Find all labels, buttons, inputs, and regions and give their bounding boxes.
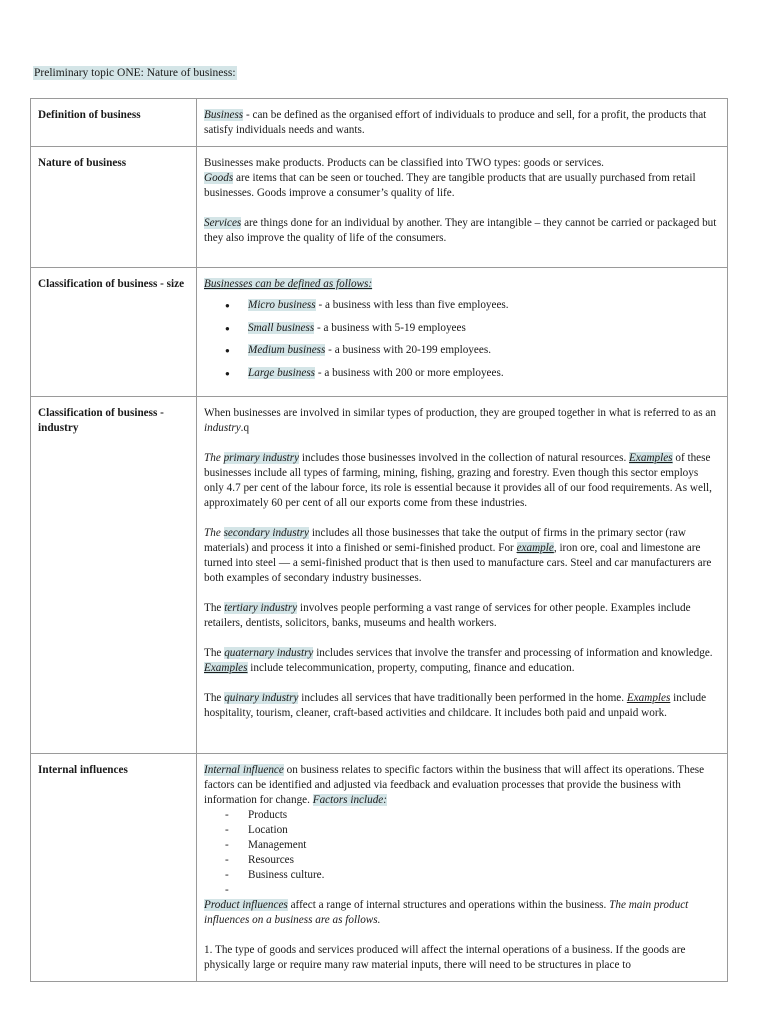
- term-goods: Goods: [204, 172, 234, 184]
- list-item: ● Medium business - a business with 20-199 employees.: [204, 343, 720, 366]
- list-item: - Resources: [204, 853, 720, 868]
- row-content-internal: Internal influence on business relates to specific factors within the business that will affect its operations. These factors can be identified and adjusted via feedback and evaluation processes that provide the business with information for change. Factors include: - Products - Location - Management - Resources - Business culture. - Product influences affect a range of internal structures and operations within the business. The main product influences on a business are as follows. 1. The type of goods and services produced will affect the internal operations of a business. If the goods are physically large or require many raw material inputs, there will need to be structures in place to: [197, 754, 728, 982]
- list-item: - Management: [204, 838, 720, 853]
- term-services: Services: [204, 217, 242, 229]
- row-content-size: [197, 268, 728, 397]
- table-row: [31, 99, 728, 147]
- list-item: ● Small business - a business with 5-19 employees: [204, 321, 720, 344]
- tertiary-paragraph: The tertiary industry involves people performing a vast range of services for other people. Examples include retailers, dentists, solicitors, banks, museums and health workers.: [204, 602, 691, 629]
- list-item: - Products: [204, 808, 720, 823]
- size-list: [204, 298, 720, 388]
- list-item: - Business culture.: [204, 868, 720, 883]
- secondary-paragraph: The secondary industry includes all those businesses that take the output of firms in the primary sector (raw materials) and process it into a finished or semi-finished product. For example, iron ore, coal and limestone are turned into steel — a semi-finished product that is then used to manufacture cars. Steel and car manufacturers are both examples of secondary industry businesses.: [204, 527, 712, 584]
- notes-table: [30, 98, 728, 982]
- quinary-paragraph: The quinary industry includes all services that have traditionally been performed in the home. Examples include hospitality, tourism, cleaner, craft-based activities and childcare. It includes both paid and unpaid work.: [204, 692, 707, 719]
- list-item: ● Large business - a business with 200 or more employees.: [204, 366, 720, 389]
- primary-paragraph: The primary industry includes those businesses involved in the collection of natural resources. Examples of these businesses include all types of farming, mining, fishing, grazing and forestry. Even though this sector employs only 4.7 per cent of the labour force, its role is essential because it provides all of our food requirements. As well, approximately 60 per cent of all our exports come from these industries.: [204, 452, 712, 509]
- document-title: Preliminary topic ONE: Nature of business:: [34, 67, 236, 79]
- nature-intro: Businesses make products. Products can be classified into TWO types: goods or services.: [204, 157, 604, 169]
- point-one: 1. The type of goods and services produced will affect the internal operations of a business. If the goods are physically large or require many raw material inputs, there will need to be structures in place to: [204, 944, 686, 971]
- list-item: ● Micro business - a business with less than five employees.: [204, 298, 720, 321]
- table-row: [31, 268, 728, 397]
- row-label-size: Classification of business - size: [31, 268, 197, 397]
- factors-list: [204, 808, 720, 898]
- table-row: [31, 397, 728, 754]
- term-internal-influence: Internal influence: [204, 764, 284, 776]
- list-item: [204, 883, 720, 898]
- quaternary-paragraph: The quaternary industry includes services that involve the transfer and processing of information and knowledge. Examples include telecommunication, property, computing, finance and education.: [204, 647, 713, 674]
- term-product-influences: Product influences: [204, 899, 288, 911]
- row-content-industry: When businesses are involved in similar types of production, they are grouped together in what is referred to as an industry.q The primary industry includes those businesses involved in the collection of natural resources. Examples of these businesses include all types of farming, mining, fishing, grazing and forestry. Even though this sector employs only 4.7 per cent of the labour force, its role is essential because it provides all of our food requirements. As well, approximately 60 per cent of all our exports come from these industries. The secondary industry includes all those businesses that take the output of firms in the primary sector (raw materials) and process it into a finished or semi-finished product. For example, iron ore, coal and limestone are turned into steel — a semi-finished product that is then used to manufacture cars. Steel and car manufacturers are both examples of secondary industry businesses. The tertiary industry involves people performing a vast range of services for other people. Examples include retailers, dentists, solicitors, banks, museums and health workers. The quaternary industry includes services that involve the transfer and processing of information and knowledge. Examples include telecommunication, property, computing, finance and education. The quinary industry includes all services that have traditionally been performed in the home. Examples include hospitality, tourism, cleaner, craft-based activities and childcare. It includes both paid and unpaid work.: [197, 397, 728, 754]
- list-item: - Location: [204, 823, 720, 838]
- row-label-industry: Classification of business - industry: [31, 397, 197, 754]
- table-row: [31, 147, 728, 268]
- row-content-nature: Businesses make products. Products can be classified into TWO types: goods or services. Goods are items that can be seen or touched. They are tangible products that are usually purchased from retail businesses. Goods improve a consumer’s quality of life. Services are things done for an individual by another. They are intangible – they cannot be carried or packaged but they also improve the quality of life of the consumers.: [197, 147, 728, 268]
- size-intro: Businesses can be defined as follows:: [204, 278, 373, 290]
- row-label-definition: Definition of business: [31, 99, 197, 147]
- term-business: Business: [204, 109, 244, 121]
- row-content-definition: Business - can be defined as the organised effort of individuals to produce and sell, for a profit, the products that satisfy individuals needs and wants.: [197, 99, 728, 147]
- row-label-nature: Nature of business: [31, 147, 197, 268]
- table-row: [31, 754, 728, 982]
- row-label-internal: Internal influences: [31, 754, 197, 982]
